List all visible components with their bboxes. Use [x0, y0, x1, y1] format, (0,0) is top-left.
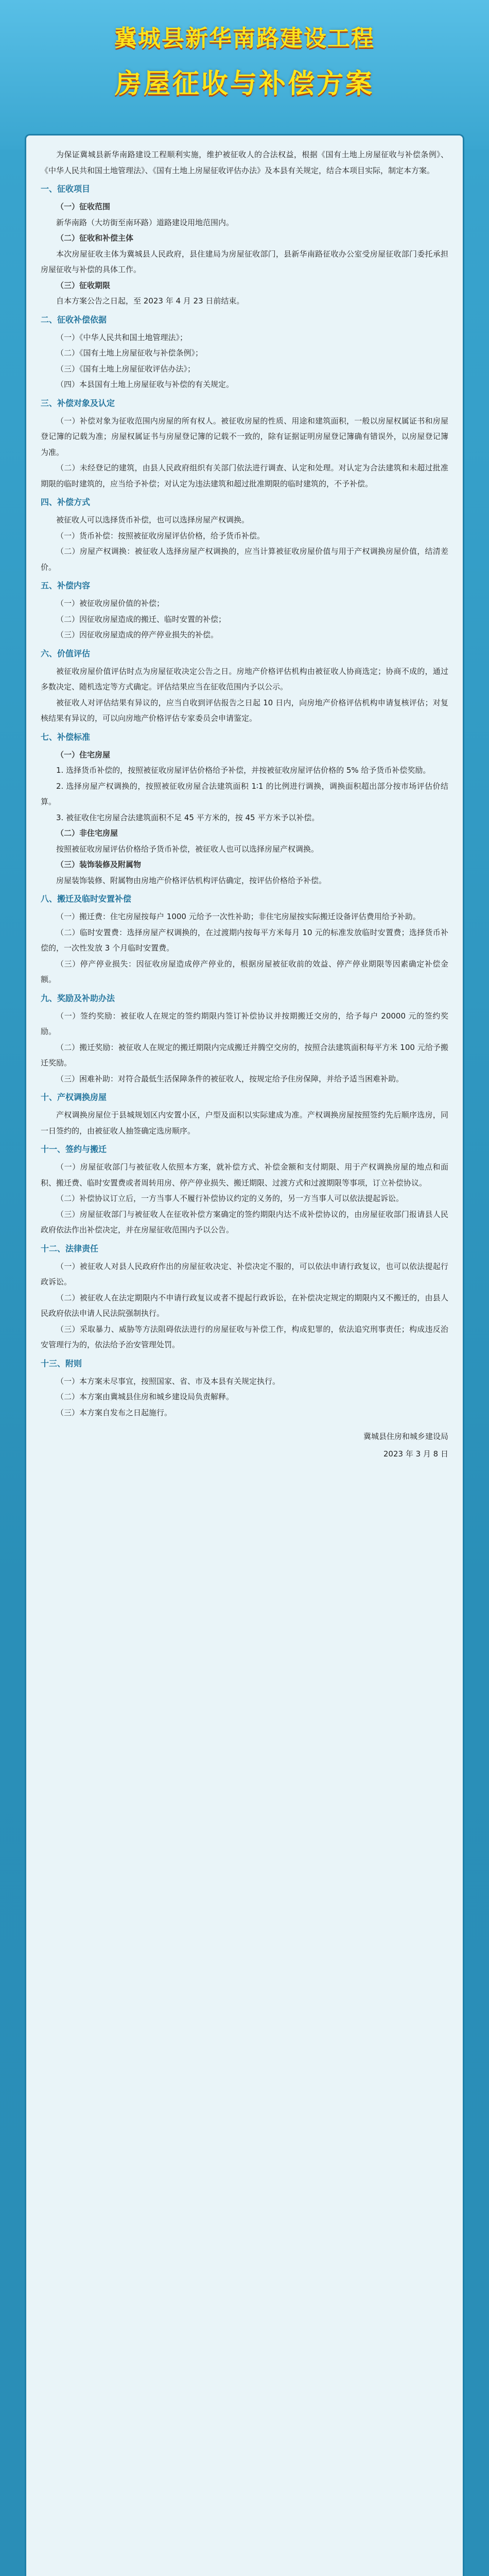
subsection-heading: （二）征收和补偿主体	[56, 233, 134, 243]
title-line-2: 房屋征收与补偿方案	[114, 69, 374, 99]
paragraph: 被征收人对评估结果有异议的，应当自收到评估报告之日起 10 日内，向房地产价格评估机构申请复核评估；对复核结果有异议的，可以向房地产价格评估专家委员会申请鉴定。	[41, 698, 448, 723]
paragraph: （一）本方案未尽事宜，按照国家、省、市及本县有关规定执行。	[56, 1376, 281, 1386]
paragraph: （一）被征收房屋价值的补偿；	[56, 599, 165, 608]
paragraph: （一）房屋征收部门与被征收人依照本方案，就补偿方式、补偿金额和支付期限、用于产权调换房屋的地点和面积、搬迁费、临时安置费或者周转用房、停产停业损失、搬迁期限、过渡方式和过渡期限等事项，订立补偿协议。	[41, 1162, 448, 1188]
section-heading: 八、搬迁及临时安置补偿	[41, 894, 132, 904]
paragraph: （三）困难补助：对符合最低生活保障条件的被征收人，按规定给予住房保障，并给予适当困难补助。	[56, 1074, 404, 1083]
paragraph: （三）《国有土地上房屋征收评估办法》；	[56, 364, 196, 374]
paragraph: （二）因征收房屋造成的搬迁、临时安置的补偿；	[56, 614, 226, 624]
paragraph: 被征收人可以选择货币补偿，也可以选择房屋产权调换。	[56, 515, 250, 524]
paragraph: 为保证冀城县新华南路建设工程顺利实施，维护被征收人的合法权益，根据《国有土地上房屋征收与补偿条例》、《中华人民共和国土地管理法》、《国有土地上房屋征收评估办法》及本县有关规定，结合本项目实际，制定本方案。	[41, 150, 448, 175]
paragraph: 被征收房屋价值评估时点为房屋征收决定公告之日。房地产价格评估机构由被征收人协商选定；协商不成的，通过多数决定、随机选定等方式确定。评估结果应当在征收范围内予以公示。	[41, 666, 448, 691]
section-heading: 六、价值评估	[41, 648, 91, 658]
subsection-heading: （三）装饰装修及附属物	[56, 860, 142, 869]
section-heading: 四、补偿方式	[41, 497, 91, 507]
section-heading: 三、补偿对象及认定	[41, 398, 115, 408]
paragraph: （一）签约奖励：被征收人在规定的签约期限内签订补偿协议并按期搬迁交房的，给予每户 20000 元的签约奖励。	[41, 1011, 448, 1036]
section-heading: 九、奖励及补助办法	[41, 993, 115, 1003]
subsection-heading: （三）征收期限	[56, 280, 111, 290]
document-body	[41, 147, 448, 1420]
paragraph: 自本方案公告之日起，至 2023 年 4 月 23 日前结束。	[56, 296, 244, 306]
section-heading: 五、补偿内容	[41, 581, 91, 590]
paragraph: （三）因征收房屋造成的停产停业损失的补偿。	[56, 630, 219, 639]
paragraph: （一）货币补偿：按照被征收房屋评估价格，给予货币补偿。	[56, 531, 265, 540]
section-heading: 二、征收补偿依据	[41, 314, 107, 325]
subsection-heading: （二）非住宅房屋	[56, 828, 118, 838]
section-heading: 十、产权调换房屋	[41, 1092, 107, 1102]
title-banner	[0, 0, 489, 149]
paragraph: （二）被征收人在法定期限内不申请行政复议或者不提起行政诉讼，在补偿决定规定的期限内又不搬迁的，由县人民政府依法申请人民法院强制执行。	[41, 1293, 448, 1318]
title-line-1: 冀城县新华南路建设工程	[114, 25, 375, 52]
paragraph: （一）搬迁费：住宅房屋按每户 1000 元给予一次性补助；非住宅房屋按实际搬迁设备评估费用给予补助。	[56, 912, 421, 921]
paragraph: （一）补偿对象为征收范围内房屋的所有权人。被征收房屋的性质、用途和建筑面积，一般以房屋权属证书和房屋登记簿的记载为准；房屋权属证书与房屋登记簿的记载不一致的，除有证据证明房屋登记簿确有错误外，以房屋登记簿为准。	[41, 416, 448, 457]
document-card	[25, 134, 464, 2576]
paragraph: 产权调换房屋位于县城规划区内安置小区，户型及面积以实际建成为准。产权调换房屋按照签约先后顺序选房，同一日签约的，由被征收人抽签确定选房顺序。	[41, 1110, 448, 1136]
paragraph: （二）本方案由冀城县住房和城乡建设局负责解释。	[56, 1392, 234, 1401]
paragraph: （二）《国有土地上房屋征收与补偿条例》；	[56, 348, 203, 358]
paragraph: 本次房屋征收主体为冀城县人民政府，县住建局为房屋征收部门，县新华南路征收办公室受房屋征收部门委托承担房屋征收与补偿的具体工作。	[41, 249, 448, 274]
paragraph: 3. 被征收住宅房屋合法建筑面积不足 45 平方米的，按 45 平方米予以补偿。	[56, 812, 320, 822]
paragraph: 按照被征收房屋评估价格给予货币补偿，被征收人也可以选择房屋产权调换。	[56, 844, 319, 854]
signature-block	[41, 1428, 448, 1463]
paragraph: （二）房屋产权调换：被征收人选择房屋产权调换的，应当计算被征收房屋价值与用于产权调换房屋价值，结清差价。	[41, 547, 448, 572]
section-heading: 七、补偿标准	[41, 732, 91, 742]
paragraph: （三）停产停业损失：因征收房屋造成停产停业的，根据房屋被征收前的效益、停产停业期限等因素确定补偿金额。	[41, 959, 448, 984]
subsection-heading: （一）住宅房屋	[56, 750, 111, 759]
subsection-heading: （一）征收范围	[56, 202, 111, 211]
section-heading: 十三、附则	[41, 1358, 82, 1368]
section-heading: 一、征收项目	[41, 184, 91, 194]
paragraph: 新华南路（大坊街至南环路）道路建设用地范围内。	[56, 217, 234, 227]
paragraph: 房屋装饰装修、附属物由房地产价格评估机构评估确定，按评估价格给予补偿。	[56, 875, 327, 885]
paragraph: （二）搬迁奖励：被征收人在规定的搬迁期限内完成搬迁并腾空交房的，按照合法建筑面积每平方米 100 元给予搬迁奖励。	[41, 1042, 448, 1067]
paragraph: （三）本方案自发布之日起施行。	[56, 1408, 172, 1417]
paragraph: （二）补偿协议订立后，一方当事人不履行补偿协议约定的义务的，另一方当事人可以依法提起诉讼。	[56, 1194, 404, 1203]
paragraph: （三）房屋征收部门与被征收人在征收补偿方案确定的签约期限内达不成补偿协议的，由房屋征收部门报请县人民政府依法作出补偿决定，并在房屋征收范围内予以公告。	[41, 1209, 448, 1234]
paragraph: （四）本县国有土地上房屋征收与补偿的有关规定。	[56, 380, 234, 389]
paragraph: （一）被征收人对县人民政府作出的房屋征收决定、补偿决定不服的，可以依法申请行政复议，也可以依法提起行政诉讼。	[41, 1261, 448, 1286]
paragraph: （三）采取暴力、威胁等方法阻碍依法进行的房屋征收与补偿工作，构成犯罪的，依法追究刑事责任；构成违反治安管理行为的，依法给予治安管理处罚。	[41, 1324, 448, 1349]
paragraph: 2. 选择房屋产权调换的，按照被征收房屋合法建筑面积 1∶1 的比例进行调换，调换面积超出部分按市场评估价结算。	[41, 781, 448, 806]
section-heading: 十二、法律责任	[41, 1243, 99, 1253]
paragraph: （二）未经登记的建筑，由县人民政府组织有关部门依法进行调查、认定和处理。对认定为合法建筑和未超过批准期限的临时建筑的，应当给予补偿；对认定为违法建筑和超过批准期限的临时建筑的，不予补偿。	[41, 463, 448, 488]
paragraph: 1. 选择货币补偿的，按照被征收房屋评估价格给予补偿，并按被征收房屋评估价格的 5% 给予货币补偿奖励。	[56, 766, 431, 775]
section-heading: 十一、签约与搬迁	[41, 1144, 107, 1154]
paragraph: （一）《中华人民共和国土地管理法》；	[56, 332, 188, 342]
sign-org: 冀城县住房和城乡建设局	[363, 1432, 448, 1441]
sign-date: 2023 年 3 月 8 日	[383, 1449, 448, 1459]
paragraph: （二）临时安置费：选择房屋产权调换的，在过渡期内按每平方米每月 10 元的标准发放临时安置费；选择货币补偿的，一次性发放 3 个月临时安置费。	[41, 927, 448, 953]
